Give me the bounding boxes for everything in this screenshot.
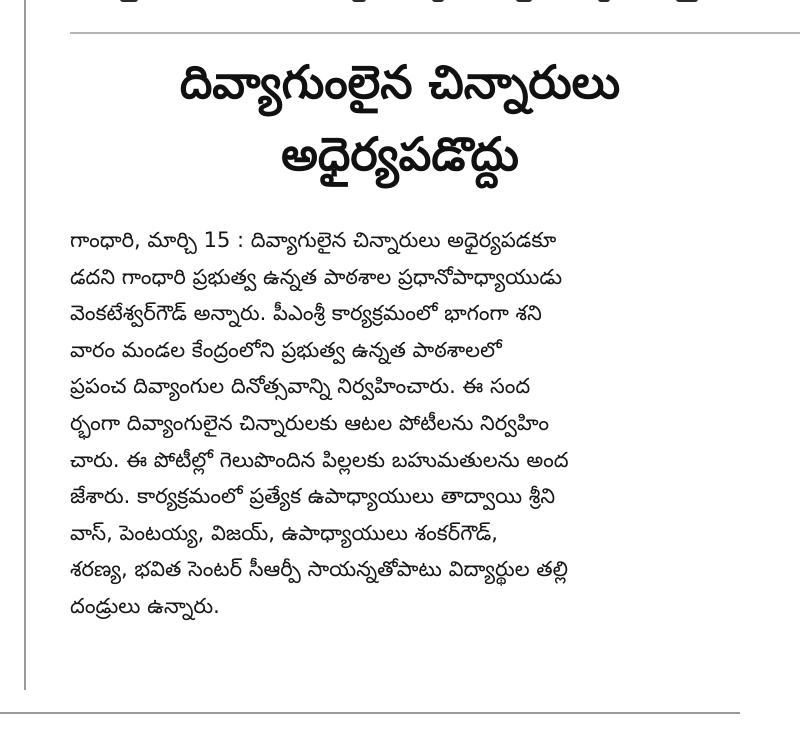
headline-line: దివ్యాగుంలైన చిన్నారులు — [179, 55, 621, 109]
top-divider-rule — [70, 32, 800, 34]
column-divider-rule — [24, 0, 26, 690]
headline — [60, 46, 740, 190]
article-line: శరణ్య, భవిత సెంటర్‌ సీఆర్పీ సాయన్నతోపాటు విద్యార్థుల తల్లి — [70, 557, 568, 582]
bottom-divider-rule — [0, 712, 740, 714]
article-line: దండ్రులు ఉన్నారు. — [70, 593, 220, 618]
article-line: గాంధారి, మార్చి 15 : దివ్యాగులైన చిన్నారులు అధైర్యపడకూ — [70, 228, 557, 252]
article-line: చారు. ఈ పోటీల్లో గెలుపొందిన పిల్లలకు బహుమతులను అంద — [70, 447, 569, 472]
article-line: వారం మండల కేంద్రంలోని ప్రభుత్వ ఉన్నత పాఠశాలలో — [70, 337, 502, 362]
cropped-previous-article-fragment — [0, 0, 800, 6]
article-line: డదని గాంధారి ప్రభుత్వ ఉన్నత పాఠశాల ప్రధానోపాధ్యాయుడు — [70, 264, 563, 289]
article-body — [70, 222, 750, 625]
article-line: ర్భంగా దివ్యాంగులైన చిన్నారులకు ఆటల పోటీలను నిర్వహిం — [70, 410, 549, 435]
article-line: ప్రపంచ దివ్యాంగుల దినోత్సవాన్ని నిర్వహించారు. ఈ సంద — [70, 374, 531, 399]
article-line: వాస్‌, పెంటయ్య, విజయ్‌, ఉపాధ్యాయులు శంకర్‌గౌడ్‌, — [70, 520, 498, 545]
article-line: వెంకటేశ్వర్‌గౌడ్‌ అన్నారు. పీఎంశ్రీ కార్యక్రమంలో భాగంగా శని — [70, 301, 542, 326]
article-line: జేశారు. కార్యక్రమంలో ప్రత్యేక ఉపాధ్యాయులు తాద్వాయి శ్రీని — [70, 484, 556, 509]
headline-line: అధైర్యపడొద్దు — [281, 127, 519, 181]
